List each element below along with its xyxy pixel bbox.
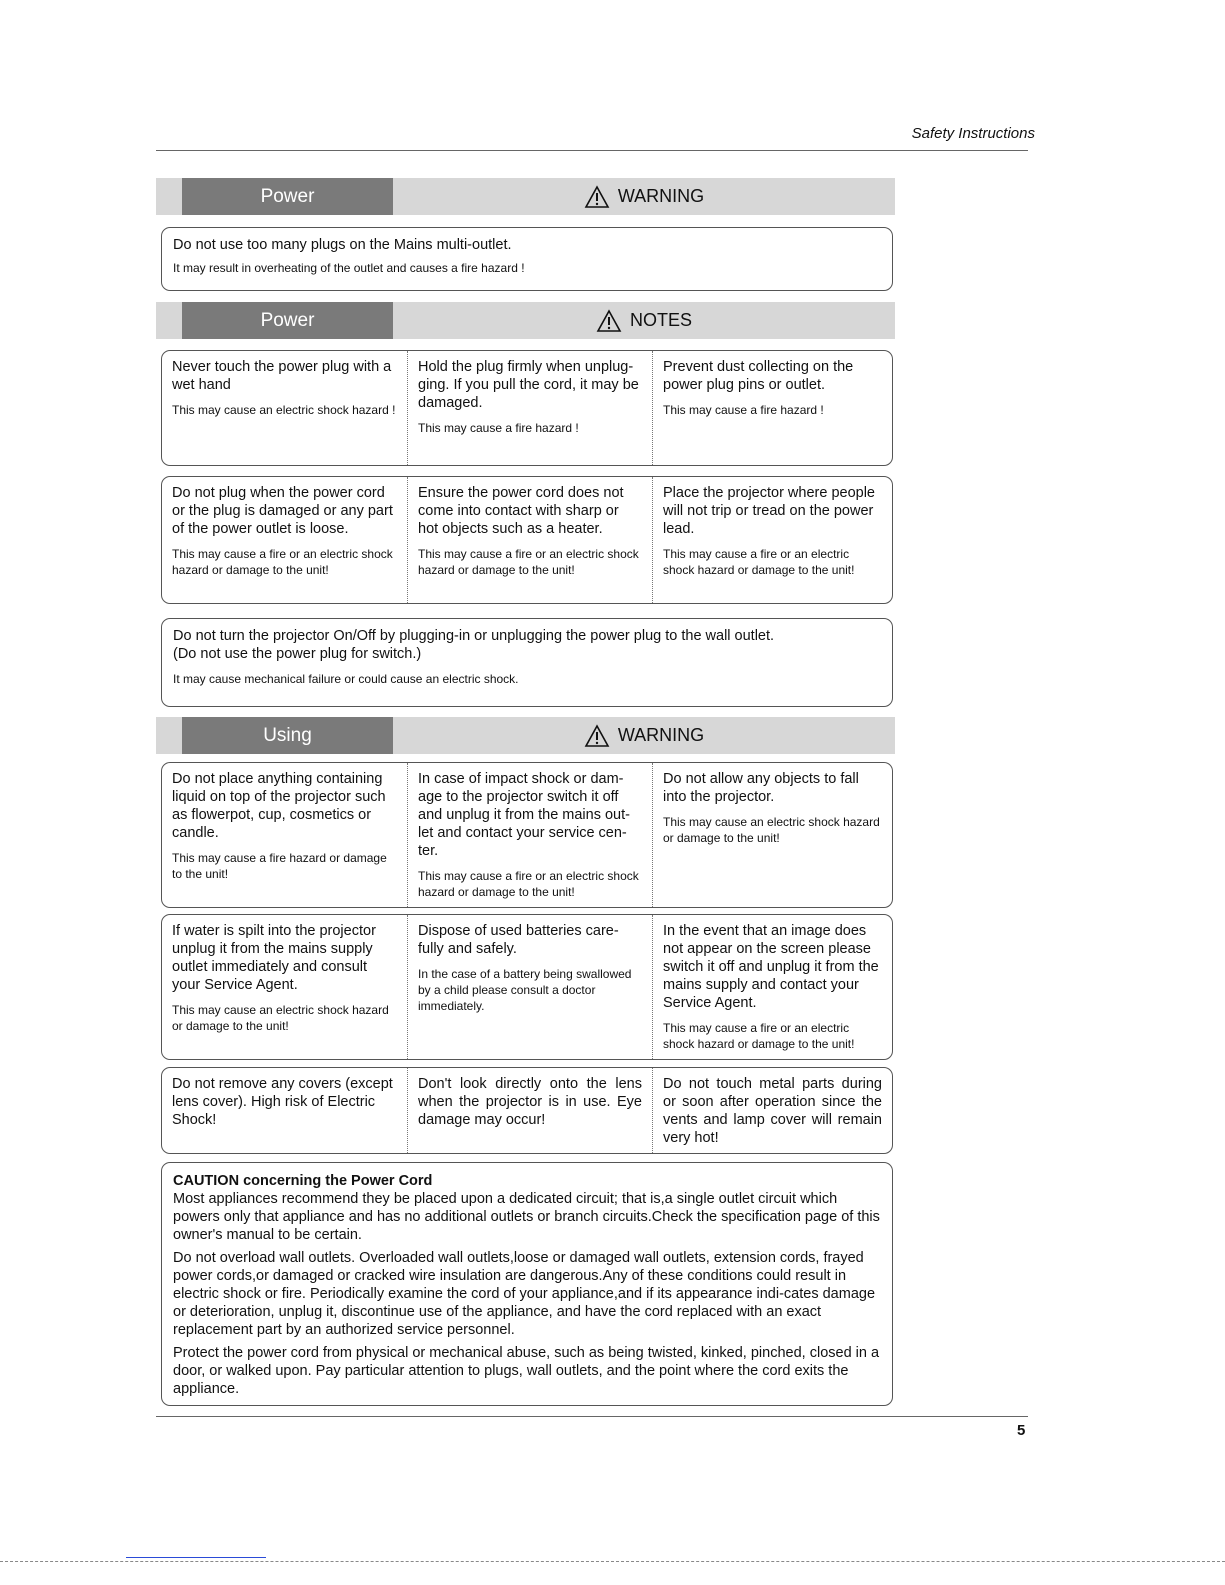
note-cell [407,477,652,603]
caution-paragraph-1: Most appliances recommend they be placed upon a dedicated circuit; that is,a single outlet circuit which powers only that appliance and has no additional outlets or branch circuits.Check the specification page of this owner's manual to be certain. [173,1191,880,1243]
caution-box [161,1162,893,1406]
warning-cell [652,763,892,907]
warning-sub-text: This may cause a fire or an electric shock hazard or damage to the unit! [418,869,639,899]
page-number: 5 [1017,1422,1026,1439]
note-sub-text: This may cause an electric shock hazard ! [172,403,396,417]
note-cell [162,477,407,603]
note-main-text: Hold the plug firmly when unplug-ging. If you pull the cord, it may be damaged. [418,359,639,411]
section-label-notes [393,302,895,339]
note-cell [652,351,892,465]
warning-main-text: Do not touch metal parts during or soon after operation since the vents and lamp cover will remain very hot! [663,1076,882,1146]
warning-sub-text: This may cause an electric shock hazard or damage to the unit! [663,815,880,845]
note-sub-text: This may cause a fire hazard ! [418,421,579,435]
note-cell [162,351,407,465]
warning-cell [652,1068,892,1153]
notes-row-1 [161,350,893,466]
page-header-title: Safety Instructions [911,125,1035,142]
note-main-text: Ensure the power cord does not come into contact with sharp or hot objects such as a heater. [418,485,624,537]
warning-main-text: Don't look directly onto the lens when the projector is in use. Eye damage may occur! [418,1076,642,1128]
warning-cell [162,1068,407,1153]
note-sub-text: This may cause a fire or an electric shock hazard or damage to the unit! [418,547,639,577]
warning-main-text: In case of impact shock or dam-age to the projector switch it off and unplug it from the mains out-let and contact your service cen-ter. [418,771,630,859]
note-main-text: Prevent dust collecting on the power plug pins or outlet. [663,359,854,393]
warning-sub-text: This may cause an electric shock hazard or damage to the unit! [172,1003,389,1033]
section-label-warning [393,178,895,215]
section-bar-using-warning [156,717,895,754]
caution-title: CAUTION concerning the Power Cord [173,1173,433,1189]
warning-main-text: Do not allow any objects to fall into the projector. [663,771,859,805]
bottom-dotted-line [0,1561,1225,1562]
warning-sub-text: This may cause a fire hazard or damage to the unit! [172,851,387,881]
notes-single-box [161,618,893,707]
warning-cell [162,763,407,907]
section-tab-power: Power [182,178,393,215]
section-label-warning [393,717,895,754]
warning-sub-text: It may result in overheating of the outlet and causes a fire hazard ! [173,261,525,275]
warning-icon [584,185,610,209]
warning-sub-text: This may cause a fire or an electric shock hazard or damage to the unit! [663,1021,855,1051]
caution-paragraph-2: Do not overload wall outlets. Overloaded wall outlets,loose or damaged wall outlets, extension cords, frayed power cords,or damaged or cracked wire insulation are dangerous.Any of these conditions could result in electric shock or fire. Periodically examine the cord of your appliance,and if its appearance indi-cates damage or deterioration, unplug it, discontinue use of the appliance, and have the cord replaced with an exact replacement part by an authorized service personnel. [173,1250,876,1338]
warning-cell [652,915,892,1059]
section-label-text: NOTES [629,310,692,330]
warning-icon [596,309,622,333]
note-sub-text: This may cause a fire or an electric shock hazard or damage to the unit! [663,547,855,577]
section-bar-power-warning [156,178,895,215]
warning-main-text: If water is spilt into the projector unplug it from the mains supply outlet immediately and consult your Service Agent. [172,923,376,993]
note-sub-text: It may cause mechanical failure or could cause an electric shock. [173,672,519,686]
section-bar-power-notes [156,302,895,339]
warning-main-text: In the event that an image does not appear on the screen please switch it off and unplug it from the mains supply and contact your Service Agent. [663,923,879,1011]
note-cell [652,477,892,603]
warning-icon [584,724,610,748]
warning-cell [162,915,407,1059]
warning-cell [407,915,652,1059]
using-row-2 [161,914,893,1060]
warning-main-text: Dispose of used batteries care-fully and safely. [418,923,619,957]
note-main-line-2: (Do not use the power plug for switch.) [173,646,422,662]
note-main-text: Place the projector where people will not trip or tread on the power lead. [663,485,875,537]
note-main-line-1: Do not turn the projector On/Off by plugging-in or unplugging the power plug to the wall outlet. [173,628,775,644]
section-tab-power: Power [182,302,393,339]
note-main-text: Do not plug when the power cord or the plug is damaged or any part of the power outlet is loose. [172,485,393,537]
caution-paragraph-3: Protect the power cord from physical or mechanical abuse, such as being twisted, kinked, pinched, closed in a door, or walked upon. Pay particular attention to plugs, wall outlets, and the point where the cord exits the appliance. [173,1345,880,1397]
warning-cell [407,763,652,907]
bottom-link-underline [126,1557,266,1558]
footer-divider [156,1416,1028,1417]
notes-row-2 [161,476,893,604]
using-row-1 [161,762,893,908]
warning-main-text: Do not use too many plugs on the Mains multi-outlet. [173,237,512,253]
warning-main-text: Do not place anything containing liquid on top of the projector such as flowerpot, cup, cosmetics or candle. [172,771,386,841]
warning-main-text: Do not remove any covers (except lens cover). High risk of Electric Shock! [172,1076,393,1128]
note-sub-text: This may cause a fire hazard ! [663,403,824,417]
header-divider [156,150,1028,151]
note-sub-text: This may cause a fire or an electric shock hazard or damage to the unit! [172,547,393,577]
note-main-text: Never touch the power plug with a wet hand [172,359,392,393]
using-row-3 [161,1067,893,1154]
note-cell [407,351,652,465]
power-warning-box [161,227,893,291]
warning-cell [407,1068,652,1153]
section-label-text: WARNING [617,725,705,745]
section-tab-using: Using [182,717,393,754]
warning-sub-text: In the case of a battery being swallowed by a child please consult a doctor immediately. [418,967,632,1013]
section-label-text: WARNING [617,186,705,206]
